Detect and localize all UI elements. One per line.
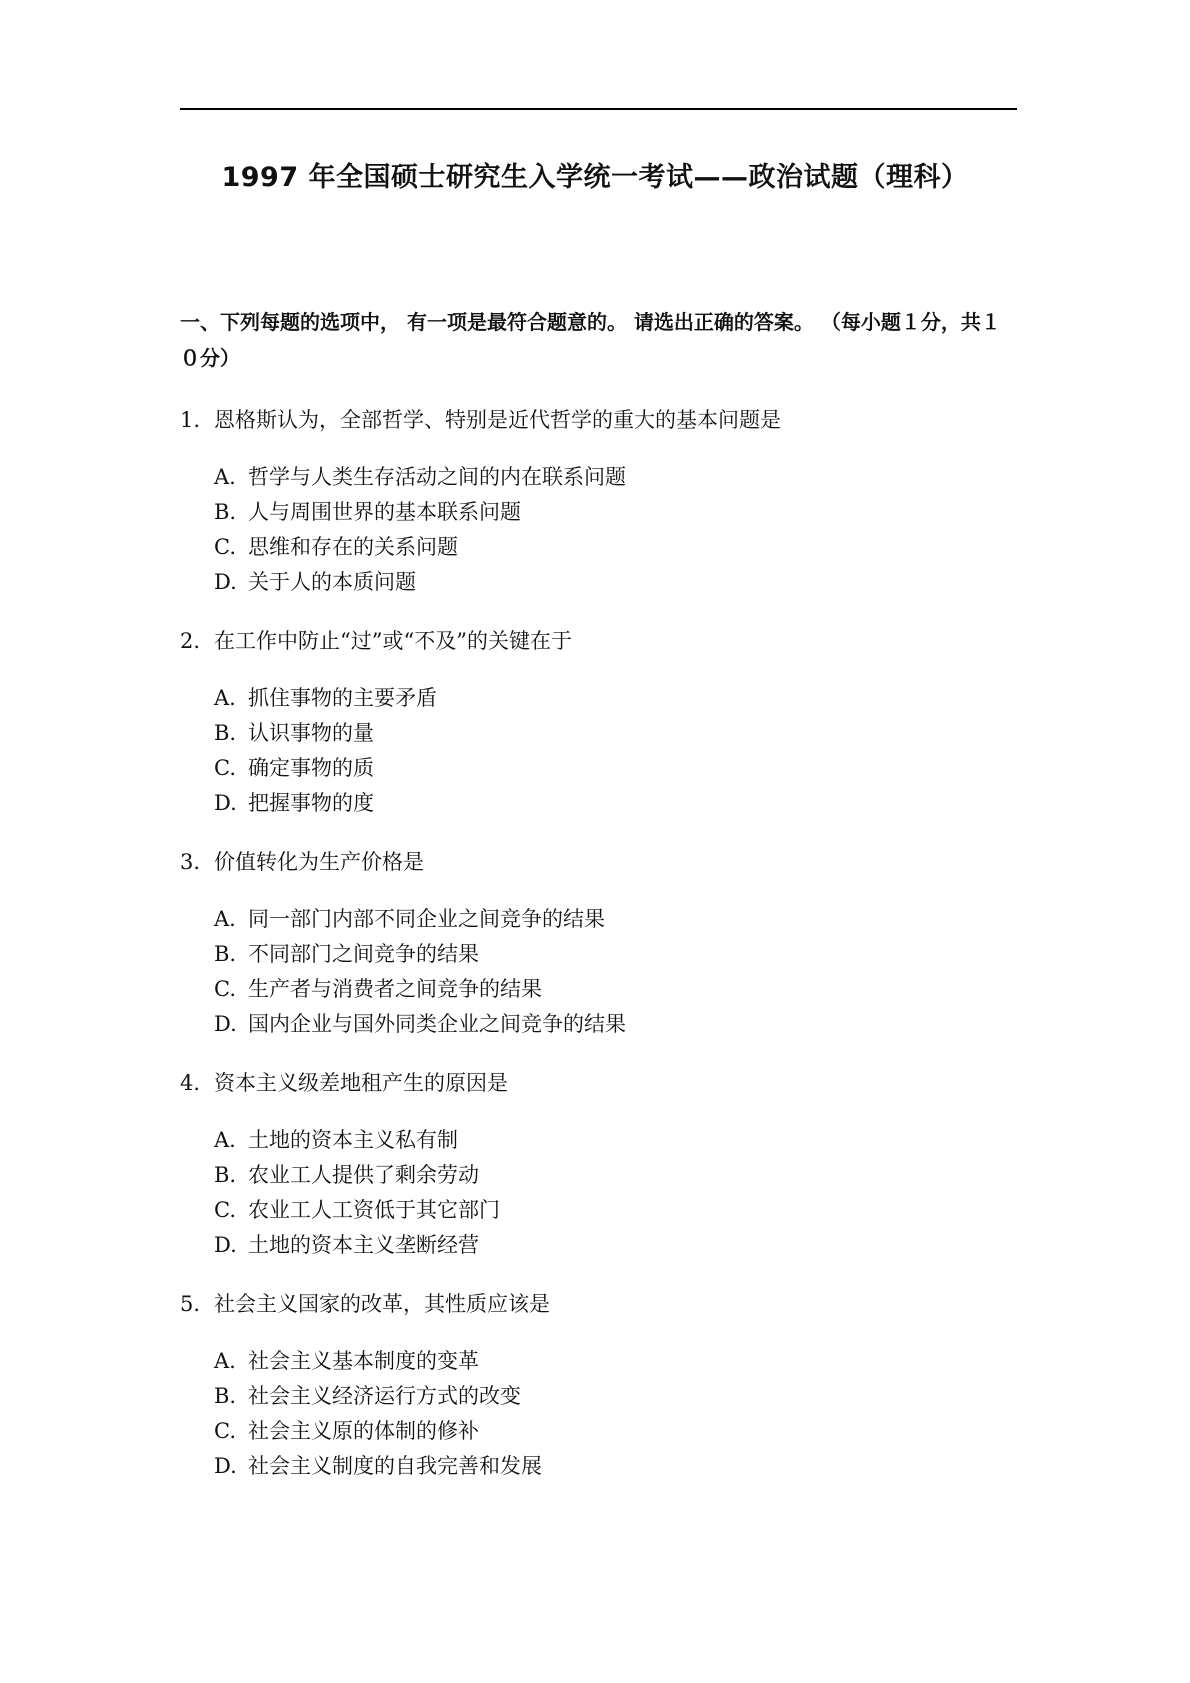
option-text: 社会主义原的体制的修补: [248, 1419, 479, 1443]
option-text: 农业工人提供了剩余劳动: [248, 1163, 479, 1187]
option-text: 哲学与人类生存活动之间的内在联系问题: [248, 465, 626, 489]
option-a: [180, 681, 1018, 716]
option-text: 土地的资本主义私有制: [248, 1128, 458, 1152]
option-c: [180, 972, 1018, 1007]
option-text: 认识事物的量: [248, 721, 374, 745]
option-text: 土地的资本主义垄断经营: [248, 1233, 479, 1257]
option-a: [180, 1123, 1018, 1158]
option-text: 国内企业与国外同类企业之间竞争的结果: [248, 1012, 626, 1036]
option-d: [180, 565, 1018, 600]
option-b: [180, 1379, 1018, 1414]
question-number: 2.: [180, 629, 201, 653]
option-letter: B.: [214, 942, 237, 966]
option-c: [180, 751, 1018, 786]
option-text: 社会主义经济运行方式的改变: [248, 1384, 521, 1408]
header-rule: [180, 108, 1017, 110]
option-text: 生产者与消费者之间竞争的结果: [248, 977, 542, 1001]
option-d: [180, 1007, 1018, 1042]
question-number: 5.: [180, 1292, 201, 1316]
option-letter: B.: [214, 721, 237, 745]
option-text: 社会主义制度的自我完善和发展: [248, 1454, 542, 1478]
option-text: 把握事物的度: [248, 791, 374, 815]
option-a: [180, 460, 1018, 495]
question-2: [180, 623, 1018, 821]
question-stem: [180, 1286, 1018, 1322]
section-instruction: 一、下列每题的选项中， 有一项是最符合题意的。 请选出正确的答案。 （每小题１分，共１０分）: [180, 310, 1001, 370]
question-stem: [180, 402, 1018, 438]
option-letter: C.: [214, 756, 236, 780]
option-letter: A.: [214, 465, 236, 489]
option-letter: C.: [214, 535, 236, 559]
question-text: 恩格斯认为，全部哲学、特别是近代哲学的重大的基本问题是: [214, 408, 781, 432]
option-b: [180, 716, 1018, 751]
option-text: 同一部门内部不同企业之间竞争的结果: [248, 907, 605, 931]
option-a: [180, 902, 1018, 937]
option-letter: C.: [214, 1419, 236, 1443]
question-number: 1.: [180, 408, 201, 432]
question-number: 3.: [180, 850, 201, 874]
option-b: [180, 937, 1018, 972]
option-d: [180, 1449, 1018, 1484]
question-text: 资本主义级差地租产生的原因是: [214, 1071, 508, 1095]
option-letter: D.: [214, 791, 237, 815]
option-c: [180, 1193, 1018, 1228]
option-letter: B.: [214, 500, 237, 524]
option-letter: D.: [214, 570, 237, 594]
option-letter: B.: [214, 1163, 237, 1187]
option-d: [180, 1228, 1018, 1263]
page-title: 1997 年全国硕士研究生入学统一考试——政治试题（理科）: [221, 162, 969, 193]
option-text: 人与周围世界的基本联系问题: [248, 500, 521, 524]
option-letter: A.: [214, 1128, 236, 1152]
question-stem: [180, 623, 1018, 659]
option-letter: D.: [214, 1454, 237, 1478]
question-number: 4.: [180, 1071, 201, 1095]
option-text: 农业工人工资低于其它部门: [248, 1198, 500, 1222]
question-list: [180, 402, 1018, 1484]
option-letter: D.: [214, 1233, 237, 1257]
option-text: 关于人的本质问题: [248, 570, 416, 594]
option-text: 社会主义基本制度的变革: [248, 1349, 479, 1373]
option-letter: C.: [214, 1198, 236, 1222]
question-3: [180, 844, 1018, 1042]
question-text: 社会主义国家的改革，其性质应该是: [214, 1292, 550, 1316]
option-d: [180, 786, 1018, 821]
option-b: [180, 1158, 1018, 1193]
option-text: 抓住事物的主要矛盾: [248, 686, 437, 710]
option-c: [180, 1414, 1018, 1449]
option-letter: C.: [214, 977, 236, 1001]
option-c: [180, 530, 1018, 565]
option-letter: A.: [214, 907, 236, 931]
question-stem: [180, 1065, 1018, 1101]
option-letter: A.: [214, 1349, 236, 1373]
option-text: 不同部门之间竞争的结果: [248, 942, 479, 966]
option-letter: B.: [214, 1384, 237, 1408]
option-text: 思维和存在的关系问题: [248, 535, 458, 559]
question-4: [180, 1065, 1018, 1263]
question-5: [180, 1286, 1018, 1484]
question-text: 在工作中防止“过”或“不及”的关键在于: [214, 629, 572, 653]
option-b: [180, 495, 1018, 530]
option-text: 确定事物的质: [248, 756, 374, 780]
question-1: [180, 402, 1018, 600]
option-letter: A.: [214, 686, 236, 710]
question-stem: [180, 844, 1018, 880]
option-letter: D.: [214, 1012, 237, 1036]
option-a: [180, 1344, 1018, 1379]
question-text: 价值转化为生产价格是: [214, 850, 424, 874]
